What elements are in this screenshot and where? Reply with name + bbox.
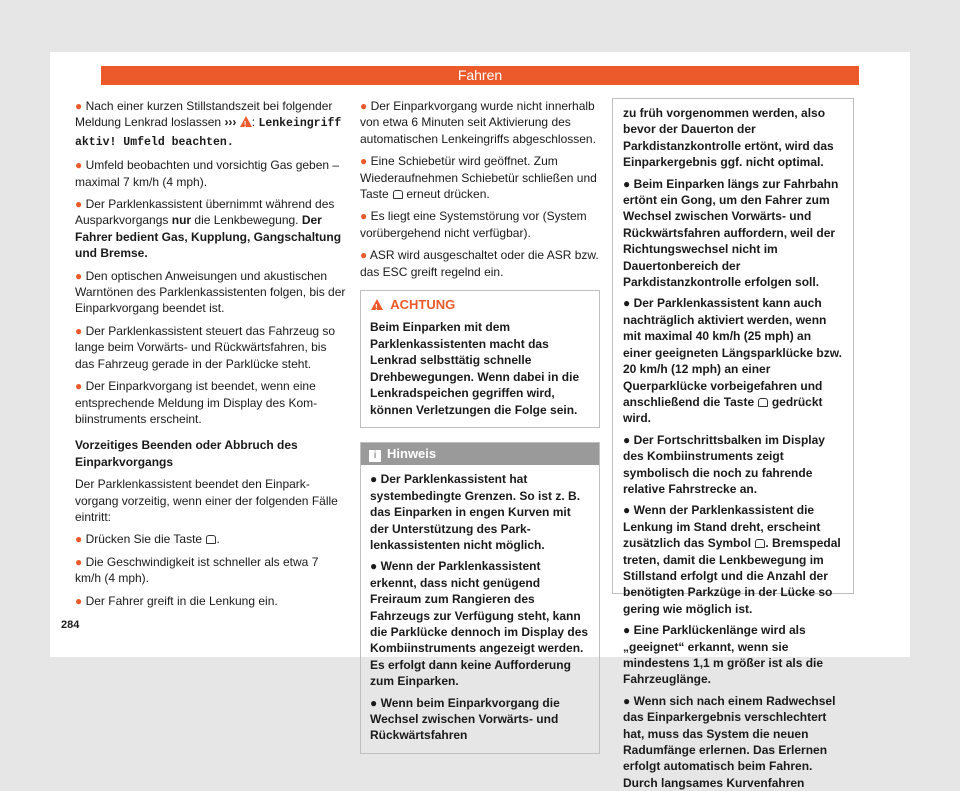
page-number: 284	[61, 619, 80, 631]
warning-icon	[371, 299, 383, 310]
park-assist-button-icon	[205, 534, 216, 544]
list-item: ● Drücken Sie die Taste .	[75, 532, 220, 547]
list-item: ● Wenn der Parklenkassistent erkennt, dass nicht genügend Freiraum zum Rangieren des Fahrzeugs zur Verfügung steht, kann die Parklücke dennoch im Display des Kombiinstruments angezeigt werden. Es erfolgt dann keine Aufforderung zum Einparken.	[370, 559, 589, 689]
warning-text: Beim Einparken mit dem Parklenkassistenten macht das Lenkrad selbsttätig schnelle Drehbewegungen. Wenn dabei in die Lenkradspeichen gegriffen wird, können Verletzungen die Folge sein.	[370, 320, 580, 417]
warning-title: ACHTUNG	[390, 297, 456, 313]
list-item: ● Der Einparkvorgang ist beendet, wenn eine entsprechende Meldung im Display des Kombiinstruments erscheint.	[75, 379, 318, 426]
warning-box	[360, 290, 600, 428]
list-item: ● Umfeld beobachten und vorsichtig Gas geben – maximal 7 km/h (4 mph).	[75, 158, 340, 189]
list-item: ● Wenn sich nach einem Radwechsel das Einparkergebnis verschlechtert hat, muss das System die neuen Radumfänge erlernen. Das Erlernen erfolgt automatisch beim Fahren. Durch langsames Kurvenfahren	[623, 693, 836, 790]
note-title: Hinweis	[387, 445, 437, 461]
info-icon: i	[369, 450, 381, 462]
list-item: ● Der Fahrer greift in die Lenkung ein.	[75, 593, 278, 608]
section-header: Fahren	[101, 66, 859, 85]
list-item: ● Nach einer kurzen Stillstandszeit bei folgender Meldung Lenkrad loslassen ››› ! : Lenkeingriff aktiv! Umfeld beachten.	[75, 98, 347, 151]
list-item: ● Den optischen Anweisungen und akustischen Warntönen des Parklenkassistenten folgen, bis der Einparkvorgang beendet ist.	[75, 268, 346, 316]
warning-icon	[240, 116, 252, 127]
list-item: ● Der Parklenkassistent übernimmt während des Ausparkvorgangs nur die Lenkbewegung. Der Fahrer bedient Gas, Kupplung, Gangschaltung und Bremse.	[75, 197, 342, 261]
list-item: ● Wenn der Parklenkassistent die Lenkung im Stand dreht, erscheint zusätzlich das Symbol . Bremspedal treten, damit die Lenkbewegung im Stillstand erfolgt und die Anzahl der benötigten Parkzüge in der Lücke so gering wie möglich ist.	[623, 503, 841, 616]
note-box-continued	[612, 98, 854, 790]
list-item: ● ASR wird ausgeschaltet oder die ASR bzw. das ESC greift regelnd ein.	[360, 248, 599, 279]
list-item: ● Wenn beim Einparkvorgang die Wechsel zwischen Vorwärts- und Rückwärtsfahren	[370, 695, 560, 743]
list-item: ● Es liegt eine Systemstörung vor (System vorübergehend nicht verfügbar).	[360, 209, 587, 240]
list-item: ● Eine Parklückenlänge wird als „geeignet“ erkannt, wenn sie mindestens 1,1 m größer ist als die Fahrzeuglänge.	[623, 623, 824, 687]
column-right	[612, 98, 854, 790]
paragraph: zu früh vorgenommen werden, also bevor der Dauerton der Parkdistanzkontrolle ertönt, wird das Einparkergebnis ggf. nicht optimal.	[623, 106, 834, 170]
note-box	[360, 442, 600, 754]
paragraph: Der Parklenkassistent beendet den Einparkvorgang vorzeitig, wenn einer der folgenden Fälle eintritt:	[75, 477, 338, 524]
list-item: ● Beim Einparken längs zur Fahrbahn ertönt ein Gong, um den Fahrer zum Wechsel zwischen Vorwärts- und Rückwärtsfahren auffordern, weil der Richtungswechsel nicht im Dauertonbereich der Parkdistanzkontrolle erfolgen soll.	[623, 176, 839, 290]
list-item: ● Der Fortschrittsbalken im Display des Kombiinstruments zeigt symbolisch die noch zu fahrende relative Fahrstrecke an.	[623, 432, 825, 496]
list-item: ● Der Parklenkassistent steuert das Fahrzeug so lange beim Vorwärts- und Rückwärtsfahren, bis das Fahrzeug gerade in der Parklücke steht.	[75, 323, 336, 371]
column-left	[75, 98, 347, 615]
list-item: ● Die Geschwindigkeit ist schneller als etwa 7 km/h (4 mph).	[75, 554, 319, 586]
list-item: ● Der Parklenkassistent kann auch nachträglich aktiviert werden, wenn mit maximal 40 km/h (25 mph) an einer geeigneten Längsparklücke bzw. 20 km/h (12 mph) an einer Querparklücke vorbeigefahren und anschließend die Taste gedrückt wird.	[623, 296, 842, 426]
park-assist-button-icon	[757, 397, 768, 407]
list-item: ● Eine Schiebetür wird geöffnet. Zum Wiederaufnehmen Schiebetür schließen und Taste erneut drücken.	[360, 154, 597, 202]
list-item: ● Der Einparkvorgang wurde nicht innerhalb von etwa 6 Minuten seit Aktivierung des automatischen Lenkeingriffs abgeschlossen.	[360, 99, 596, 146]
list-item: ● Der Parklenkassistent hat systembedingte Grenzen. So ist z. B. das Einparken in engen Kurven mit der Unterstützung des Parklenkassistenten nicht möglich.	[370, 472, 581, 552]
park-assist-button-icon	[392, 189, 403, 199]
brake-symbol-icon	[754, 538, 765, 548]
subheading: Vorzeitiges Beenden oder Abbruch des Einparkvorgangs	[75, 438, 298, 469]
column-middle	[360, 98, 600, 754]
